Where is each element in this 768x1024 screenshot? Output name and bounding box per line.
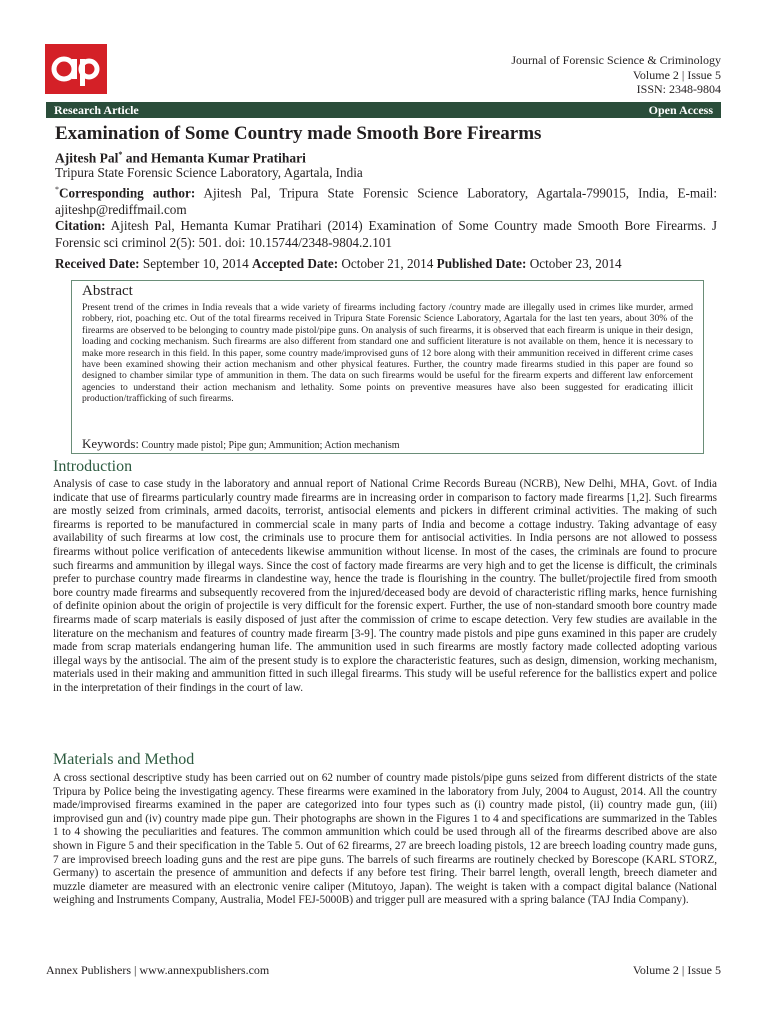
authors: Ajitesh Pal* and Hemanta Kumar Pratihari bbox=[55, 150, 306, 166]
publisher-logo bbox=[45, 44, 107, 94]
article-title: Examination of Some Country made Smooth Bore Firearms bbox=[55, 123, 542, 144]
footer-volume: Volume 2 | Issue 5 bbox=[632, 963, 721, 977]
abstract-text: Present trend of the crimes in India reveals that a wide variety of firearms including factory /country made are illegally used in crimes like murder, armed robbery, riot, poaching etc. Out of the total firearms received in Tripura State Forensic Science Laboratory, Agartala for the last ten years, about 30% of the firearms are observed to be belonging to country made pistol/pipe guns. On analysis of such firearms, it is observed that each firearm is unique in their design, loading and cocking mechanism. Such firearms are also different from standard one and sufficient literature is not available on them, hence it is necessary to make more research in this field. In this paper, some country made/improvised guns of 12 bore along with their ammunition received in different crime cases have been examined showing their action mechanism and other physical features. Further, the country made firearms studied in this paper are found so designed to chamber similar type of ammunition in them. The data on such firearms would be useful for the firearm experts and different law enforcement agencies to understand their action mechanism and lethality. Some points on preventive measures have also been suggested for eradicating illicit production/trafficking of such firearms. bbox=[82, 302, 693, 405]
citation: Citation: Ajitesh Pal, Hemanta Kumar Pratihari (2014) Examination of Some Country made Smooth Bore Firearms. J Forensic sci criminol 2(5): 501. doi: 10.15744/2348-9804.2.101 bbox=[55, 218, 717, 250]
keywords: Keywords: Country made pistol; Pipe gun; Ammunition; Action mechanism bbox=[82, 436, 400, 451]
corresponding-author: *Corresponding author: Ajitesh Pal, Tripura State Forensic Science Laboratory, Agartala-799015, India, E-mail: ajiteshp@rediffmail.com bbox=[55, 185, 717, 218]
journal-name: Journal of Forensic Science & Criminology bbox=[511, 53, 721, 67]
affiliation: Tripura State Forensic Science Laboratory, Agartala, India bbox=[55, 165, 363, 180]
methods-heading: Materials and Method bbox=[53, 751, 195, 768]
issn: ISSN: 2348-9804 bbox=[636, 82, 721, 96]
author-1: Ajitesh Pal bbox=[55, 150, 119, 166]
published-date: October 23, 2014 bbox=[526, 256, 622, 271]
methods-text: A cross sectional descriptive study has been carried out on 62 number of country made pistols/pipe guns seized from different districts of the state Tripura by Police being the investigating agency. These firearms were examined in the laboratory from July, 2004 to August, 2014. All the country made/improvised firearms examined in the paper are categorized into four types such as (i) country made pistol, (ii) country made gun, (iii) improvised gun and (iv) country made pipe gun. Their photographs are shown in the Figures 1 to 4 and specifications are summarized in the Tables 1 to 4 showing the peculiarities and features. The common ammunition which could be used through all of the firearms described above are also shown in Figure 5 and their specification in the Table 5. Out of 62 firearms, 27 are breech loading pistols, 12 are breech loading country made guns, 7 are improvised breech loading guns and the rest are pipe guns. The barrels of such firearms are routinely checked by Borescope (KARL STORZ, Germany) to ascertain the presence of ammunition and defects if any before test firing. Their barrel length, overall length, breech diameter and muzzle diameter are measured with an electronic venire caliper (Mitutoyo, Japan). The weight is taken with a compact digital balance (National weighing and Instruments Company, Australia, Model FEJ-5000B) and trigger pull are measured with a spring balance (TAJ India Company). bbox=[53, 772, 717, 907]
received-date: September 10, 2014 bbox=[139, 256, 253, 271]
article-type: Research Article bbox=[54, 103, 139, 117]
article-type-bar bbox=[46, 102, 721, 118]
footer-publisher: Annex Publishers | www.annexpublishers.com bbox=[46, 963, 270, 977]
journal-info bbox=[511, 53, 721, 97]
volume-issue: Volume 2 | Issue 5 bbox=[632, 67, 721, 82]
introduction-text: Analysis of case to case study in the laboratory and annual report of National Crime Records Bureau (NCRB), New Delhi, MHA, Govt. of India indicate that use of firearms particularly country made firearms are in increasing order in comparison to factory made firearms [1,2]. Such firearms are mostly seized from criminals, armed dacoits, terrorist, antisocial elements and pickers in different criminal activities. The making of such firearms is reported to be manufactured in commercial scale in many parts of India and become a cottage industry. Taking advantage of easy availability of such firearms at low cost, the criminals use to procure them for antisocial activities. In India persons are not allowed to possess firearms without police verification of antecedents likewise ammunition without license. In most of the cases, the criminals are found to procure such firearms and ammunition by illegal ways. Since the cost of factory made firearms are very high and to get the license is difficult, the criminals prefer to purchase country made firearms in clandestine way, hence the trade is flourishing in the country. The bullet/projectile fired from smooth bore country made firearms and subsequently recovered from the injured/deceased body are devoid of characteristic rifling marks, hence furnishing of definite opinion about the origin of projectile is very difficult for the forensic expert. Further, the use of non-standard smooth bore country made firearms made of scarp materials is easily disposed of just after the commission of crime to escape detection. Very few studies are available in the literature on the mechanism and features of country made firearm [3-9]. The country made pistols and pipe guns examined in this paper are crudely made from scrap materials endangering human life. The ammunition used in such firearms are mostly factory made collected adopting various illegal ways by the antisocial. The aim of the present study is to explore the characteristic features, such as design, dimension, working mechanism, materials used in their making and ammunition fitted in such illegal firearms. This study will be useful reference for the ballistics expert and police in the interpretation of their findings in the court of law. bbox=[53, 478, 717, 694]
accepted-date: October 21, 2014 bbox=[338, 256, 437, 271]
introduction-heading: Introduction bbox=[53, 458, 133, 475]
abstract-box bbox=[71, 280, 704, 454]
dates: Received Date: September 10, 2014 Accepted Date: October 21, 2014 Published Date: October 23, 2014 bbox=[55, 256, 622, 271]
open-access-label: Open Access bbox=[648, 103, 713, 117]
abstract-heading: Abstract bbox=[82, 283, 133, 299]
author-2: and Hemanta Kumar Pratihari bbox=[122, 150, 306, 166]
